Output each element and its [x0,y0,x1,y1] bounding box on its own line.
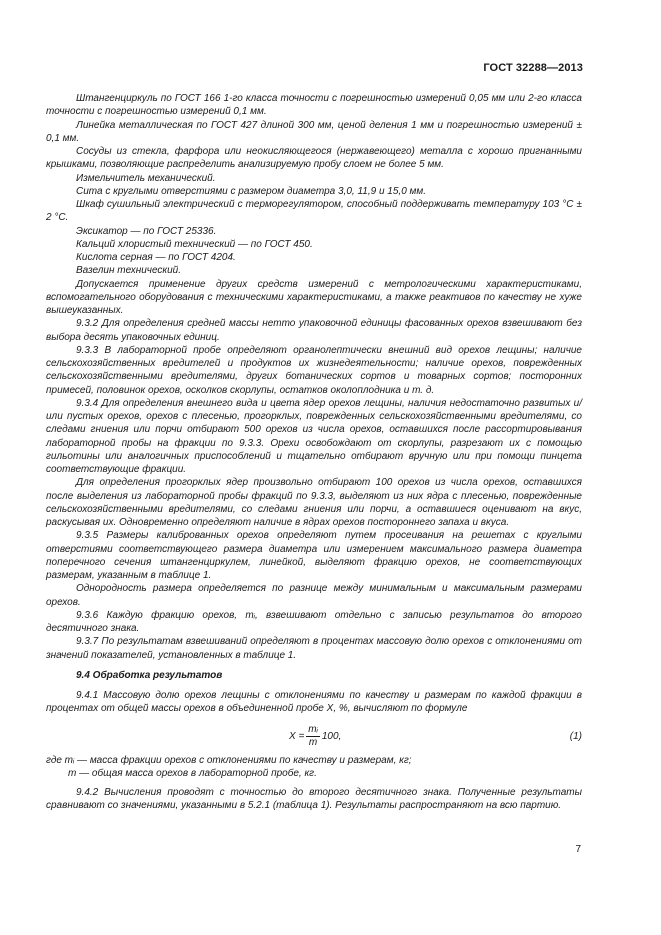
formula-rhs: 100, [321,730,342,742]
formula-expression [289,722,341,752]
formula [46,722,582,752]
formula-numerator: mᵢ [308,724,318,735]
standard-header: ГОСТ 32288—2013 [483,62,583,74]
paragraph-allowance: Допускается применение других средств измерений с метрологическими характеристиками, вспомогательного оборудования с техническими характеристиками, а также реактивов по качеству не хуже вышеуказанных. [46,278,582,316]
paragraph-9-3-5: 9.3.5 Размеры калиброванных орехов определяют путем просеивания на решетах с круглыми отверстиями соответствующего размера диаметра или измерением максимального размера диаметра поперечного сечения штангенциркулем, линейкой, выделяют фракцию орехов, не соответствующих размерам, указанным в таблице 1. [46,530,582,581]
formula-lhs: X = [289,730,305,742]
formula-denominator: m [308,737,318,748]
paragraph-9-3-2: 9.3.2 Для определения средней массы нетто упаковочной единицы фасованных орехов взвешивают без выбора десять упаковочных единиц. [46,318,582,343]
page-number: 7 [575,844,581,855]
paragraph-9-3-3: 9.3.3 В лабораторной пробе определяют органолептически внешний вид орехов лещины; наличие сельскохозяйственных вредителей и продуктов их жизнедеятельности; наличие орехов, поврежденных сельскохозяйственными вредителями, других ботанических сортов и товарных сортов; посторонних примесей, половинок орехов, осколков скорлупы, остатков околоплодника и т. д. [46,344,582,396]
paragraph-caliper: Штангенциркуль по ГОСТ 166 1-го класса точности с погрешностью измерений 0,05 мм или 2-го класса точности с погрешностью измерений 0,1 мм. [46,93,582,118]
paragraph-grinder: Измельчитель механический. [76,172,216,184]
where-line-1: где mᵢ — масса фракции орехов с отклонениями по качеству и размерам, кг; [46,754,412,766]
document-body [46,92,582,813]
formula-fraction [306,724,320,749]
where-line-2: m — общая масса орехов в лабораторной пробе, кг. [68,767,317,779]
section-heading: 9.4 Обработка результатов [76,669,223,681]
paragraph-vaseline: Вазелин технический. [76,265,182,277]
paragraph-desiccator: Эксикатор — по ГОСТ 25336. [76,225,217,237]
paragraph-oven: Шкаф сушильный электрический с терморегулятором, способный поддерживать температуру 103 °С ± 2 °С. [46,199,582,224]
paragraph-sieves: Сита с круглыми отверстиями с размером диаметра 3,0, 11,9 и 15,0 мм. [76,185,427,197]
paragraph-9-4-2: 9.4.2 Вычисления проводят с точностью до второго десятичного знака. Полученные результаты сравнивают со значениями, указанными в 5.2.1 (таблица 1). Результаты распространяют на всю партию. [46,787,582,812]
formula-number: (1) [569,730,582,742]
paragraph-9-4-1: 9.4.1 Массовую долю орехов лещины с отклонениями по качеству и размерам по каждой фракции в процентах от общей массы орехов в объединенной пробе X, %, вычисляют по формуле [46,690,582,715]
paragraph-calcium: Кальций хлористый технический — по ГОСТ 450. [76,238,313,250]
paragraph-9-3-7: 9.3.7 По результатам взвешиваний определяют в процентах массовую долю орехов с отклонениями от значений показателей, установленных в таблице 1. [46,636,582,661]
paragraph-9-3-6: 9.3.6 Каждую фракцию орехов, mᵢ, взвешивают отдельно с записью результатов до второго десятичного знака. [46,609,582,634]
paragraph-9-3-4: 9.3.4 Для определения внешнего вида и цвета ядер орехов лещины, наличия недостаточно развитых и/или пустых орехов, орехов с плесенью, прогорклых, поврежденных сельскохозяйственными вредителями, со следами гниения или порчи отбирают 500 орехов из числа орехов, оставшихся после рассортировывания лабораторной пробы на фракции по 9.3.3. Орехи освобождают от скорлупы, разрезают их с помощью гильотины или аналогичных приспособлений и тщательно отбирают вручную или при помощи пинцета соответствующие фракции. [46,397,582,475]
paragraph-uniformity: Однородность размера определяется по разнице между минимальным и максимальным размерами орехов. [46,583,582,608]
paragraph-ruler: Линейка металлическая по ГОСТ 427 длиной 300 мм, ценой деления 1 мм и погрешностью измерений ± 0,1 мм. [46,119,582,144]
paragraph-acid: Кислота серная — по ГОСТ 4204. [76,252,236,263]
paragraph-vessels: Сосуды из стекла, фарфора или неокисляющегося (нержавеющего) металла с хорошо пригнанными крышками, позволяющие распределить анализируемую пробу слоем не более 5 мм. [46,146,582,171]
paragraph-rancid: Для определения прогорклых ядер произвольно отбирают 100 орехов из числа орехов, оставшихся после выделения из лабораторной пробы фракций по 9.3.3, выделяют из них ядра с плесенью, поврежденные сельскохозяйственными вредителями, со следами гниения или порчи, а оставшиеся оценивают на вкус, раскусывая их. Одновременно определяют наличие в ядрах орехов постороннего запаха и вкуса. [46,477,582,528]
